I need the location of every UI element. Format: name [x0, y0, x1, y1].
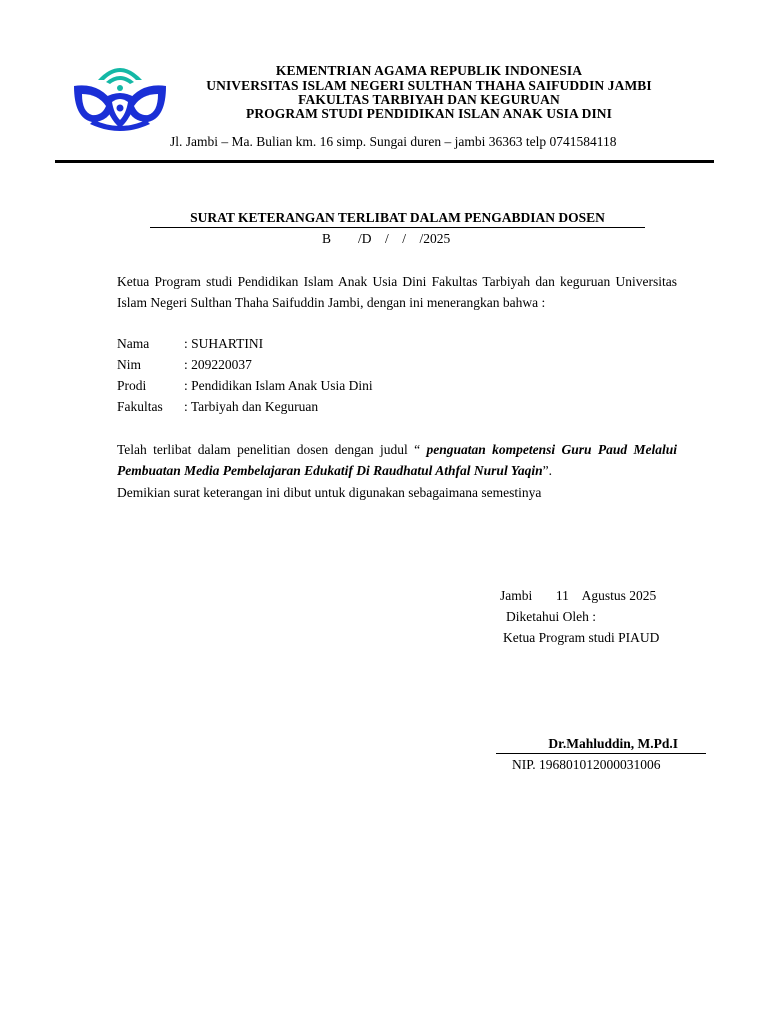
place-date: Jambi 11 Agustus 2025 [500, 588, 657, 603]
field-label-prodi: Prodi [117, 378, 147, 393]
body-suffix: ”. [542, 463, 552, 478]
field-value-nama: : SUHARTINI [184, 336, 264, 351]
intro-paragraph: Ketua Program studi Pendidikan Islam Anak Usia Dini Fakultas Tarbiyah dan keguruan Universitas Islam Negeri Sulthan Thaha Saifuddin Jambi, dengan ini menerangkan bahwa : [117, 274, 677, 310]
signer-name: Dr.Mahluddin, M.Pd.I [496, 736, 706, 754]
ministry-heading: KEMENTRIAN AGAMA REPUBLIK INDONESIA [275, 63, 583, 78]
body-prefix: Telah terlibat dalam penelitian dosen dengan judul “ [117, 442, 427, 457]
field-label-fakultas: Fakultas [117, 399, 163, 414]
field-value-nim: : 209220037 [184, 357, 252, 372]
address-line: Jl. Jambi – Ma. Bulian km. 16 simp. Sungai duren – jambi 36363 telp 0741584118 [170, 134, 617, 149]
program-heading: PROGRAM STUDI PENDIDIKAN ISLAN ANAK USIA DINI [245, 106, 613, 121]
body-paragraph [117, 439, 677, 481]
research-title: penguatan kompetensi Guru Paud Melalui Pembuatan Media Pembelajaran Edukatif Di Raudhatul Athfal Nurul Yaqin [117, 442, 677, 478]
field-label-nama: Nama [117, 336, 150, 351]
signer-position: Ketua Program studi PIAUD [503, 630, 660, 645]
known-by: Diketahui Oleh : [506, 609, 596, 624]
university-heading: UNIVERSITAS ISLAM NEGERI SULTHAN THAHA SAIFUDDIN JAMBI [206, 78, 652, 93]
field-label-nim: Nim [117, 357, 142, 372]
signer-nip: NIP. 196801012000031006 [512, 757, 661, 772]
header-divider [55, 160, 714, 163]
field-value-prodi: : Pendidikan Islam Anak Usia Dini [184, 378, 373, 393]
closing-paragraph: Demikian surat keterangan ini dibut untuk digunakan sebagaimana semestinya [117, 485, 542, 500]
faculty-heading: FAKULTAS TARBIYAH DAN KEGURUAN [298, 92, 560, 107]
field-value-fakultas: : Tarbiyah dan Keguruan [184, 399, 319, 414]
letter-title: SURAT KETERANGAN TERLIBAT DALAM PENGABDIAN DOSEN [150, 210, 645, 228]
letter-number: B /D / / /2025 [322, 231, 451, 246]
